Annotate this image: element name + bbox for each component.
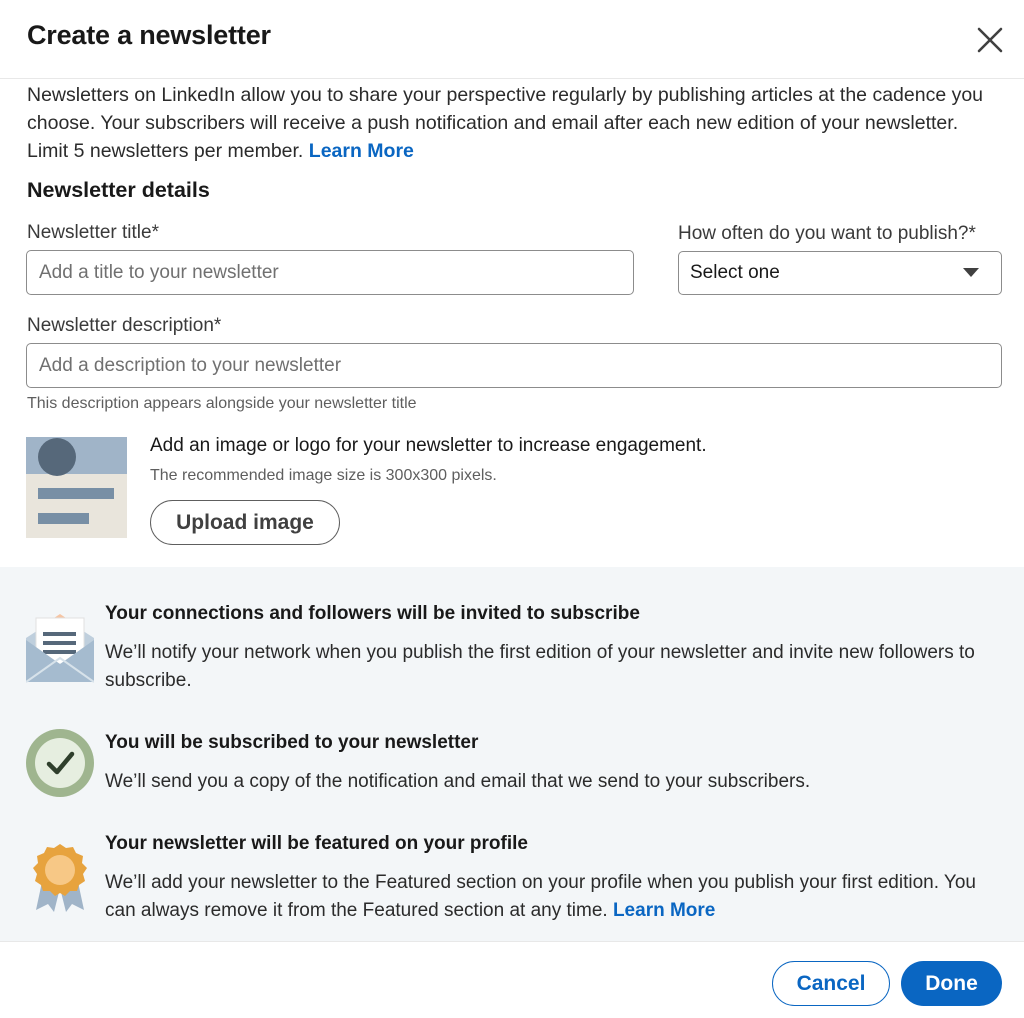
info-item-body: We’ll notify your network when you publish the first edition of your newsletter and invite new followers to subscribe. [105,642,975,691]
info-item-title: Your connections and followers will be invited to subscribe [105,603,640,624]
newsletter-description-input[interactable] [26,343,1002,388]
info-item-title: Your newsletter will be featured on your profile [105,833,528,854]
info-item-body-text: We’ll add your newsletter to the Featured section on your profile when you publish your first edition. You can always remove it from the Featured section at any time. [105,872,976,921]
intro-body: Newsletters on LinkedIn allow you to share your perspective regularly by publishing articles at the cadence you choose. Your subscribers will receive a push notification and email after each new edition of your newsletter. Limit 5 newsletters per member. [27,84,984,162]
dialog-title: Create a newsletter [27,20,271,50]
newsletter-title-input[interactable] [26,250,634,295]
checkmark-circle-icon [26,729,94,797]
upload-subtitle: The recommended image size is 300x300 pixels. [150,467,497,484]
learn-more-link[interactable]: Learn More [308,140,414,162]
cancel-button[interactable]: Cancel [772,961,890,1006]
caret-down-icon [963,268,979,277]
dialog-header [0,0,1024,79]
description-helper-text: This description appears alongside your newsletter title [27,395,417,412]
done-button[interactable]: Done [901,961,1002,1006]
frequency-selected-value: Select one [690,262,780,283]
upload-title: Add an image or logo for your newsletter to increase engagement. [150,435,707,456]
section-heading: Newsletter details [27,178,210,202]
newsletter-title-label: Newsletter title* [27,222,159,243]
close-button[interactable] [970,20,1010,60]
intro-text [27,81,1002,165]
award-badge-icon [32,844,88,912]
image-placeholder-icon [26,437,127,538]
info-item-title: You will be subscribed to your newsletter [105,732,479,753]
frequency-select[interactable] [678,251,1002,295]
info-item-body: We’ll send you a copy of the notification and email that we send to your subscribers. [105,771,811,792]
info-panel [0,567,1024,941]
close-icon [977,27,1003,53]
newsletter-description-label: Newsletter description* [27,315,222,336]
dialog-footer [0,941,1024,1018]
envelope-icon [26,612,94,684]
frequency-label: How often do you want to publish?* [678,223,976,244]
upload-image-button[interactable]: Upload image [150,500,340,545]
info-item-body [105,869,985,925]
learn-more-link[interactable]: Learn More [612,900,716,921]
